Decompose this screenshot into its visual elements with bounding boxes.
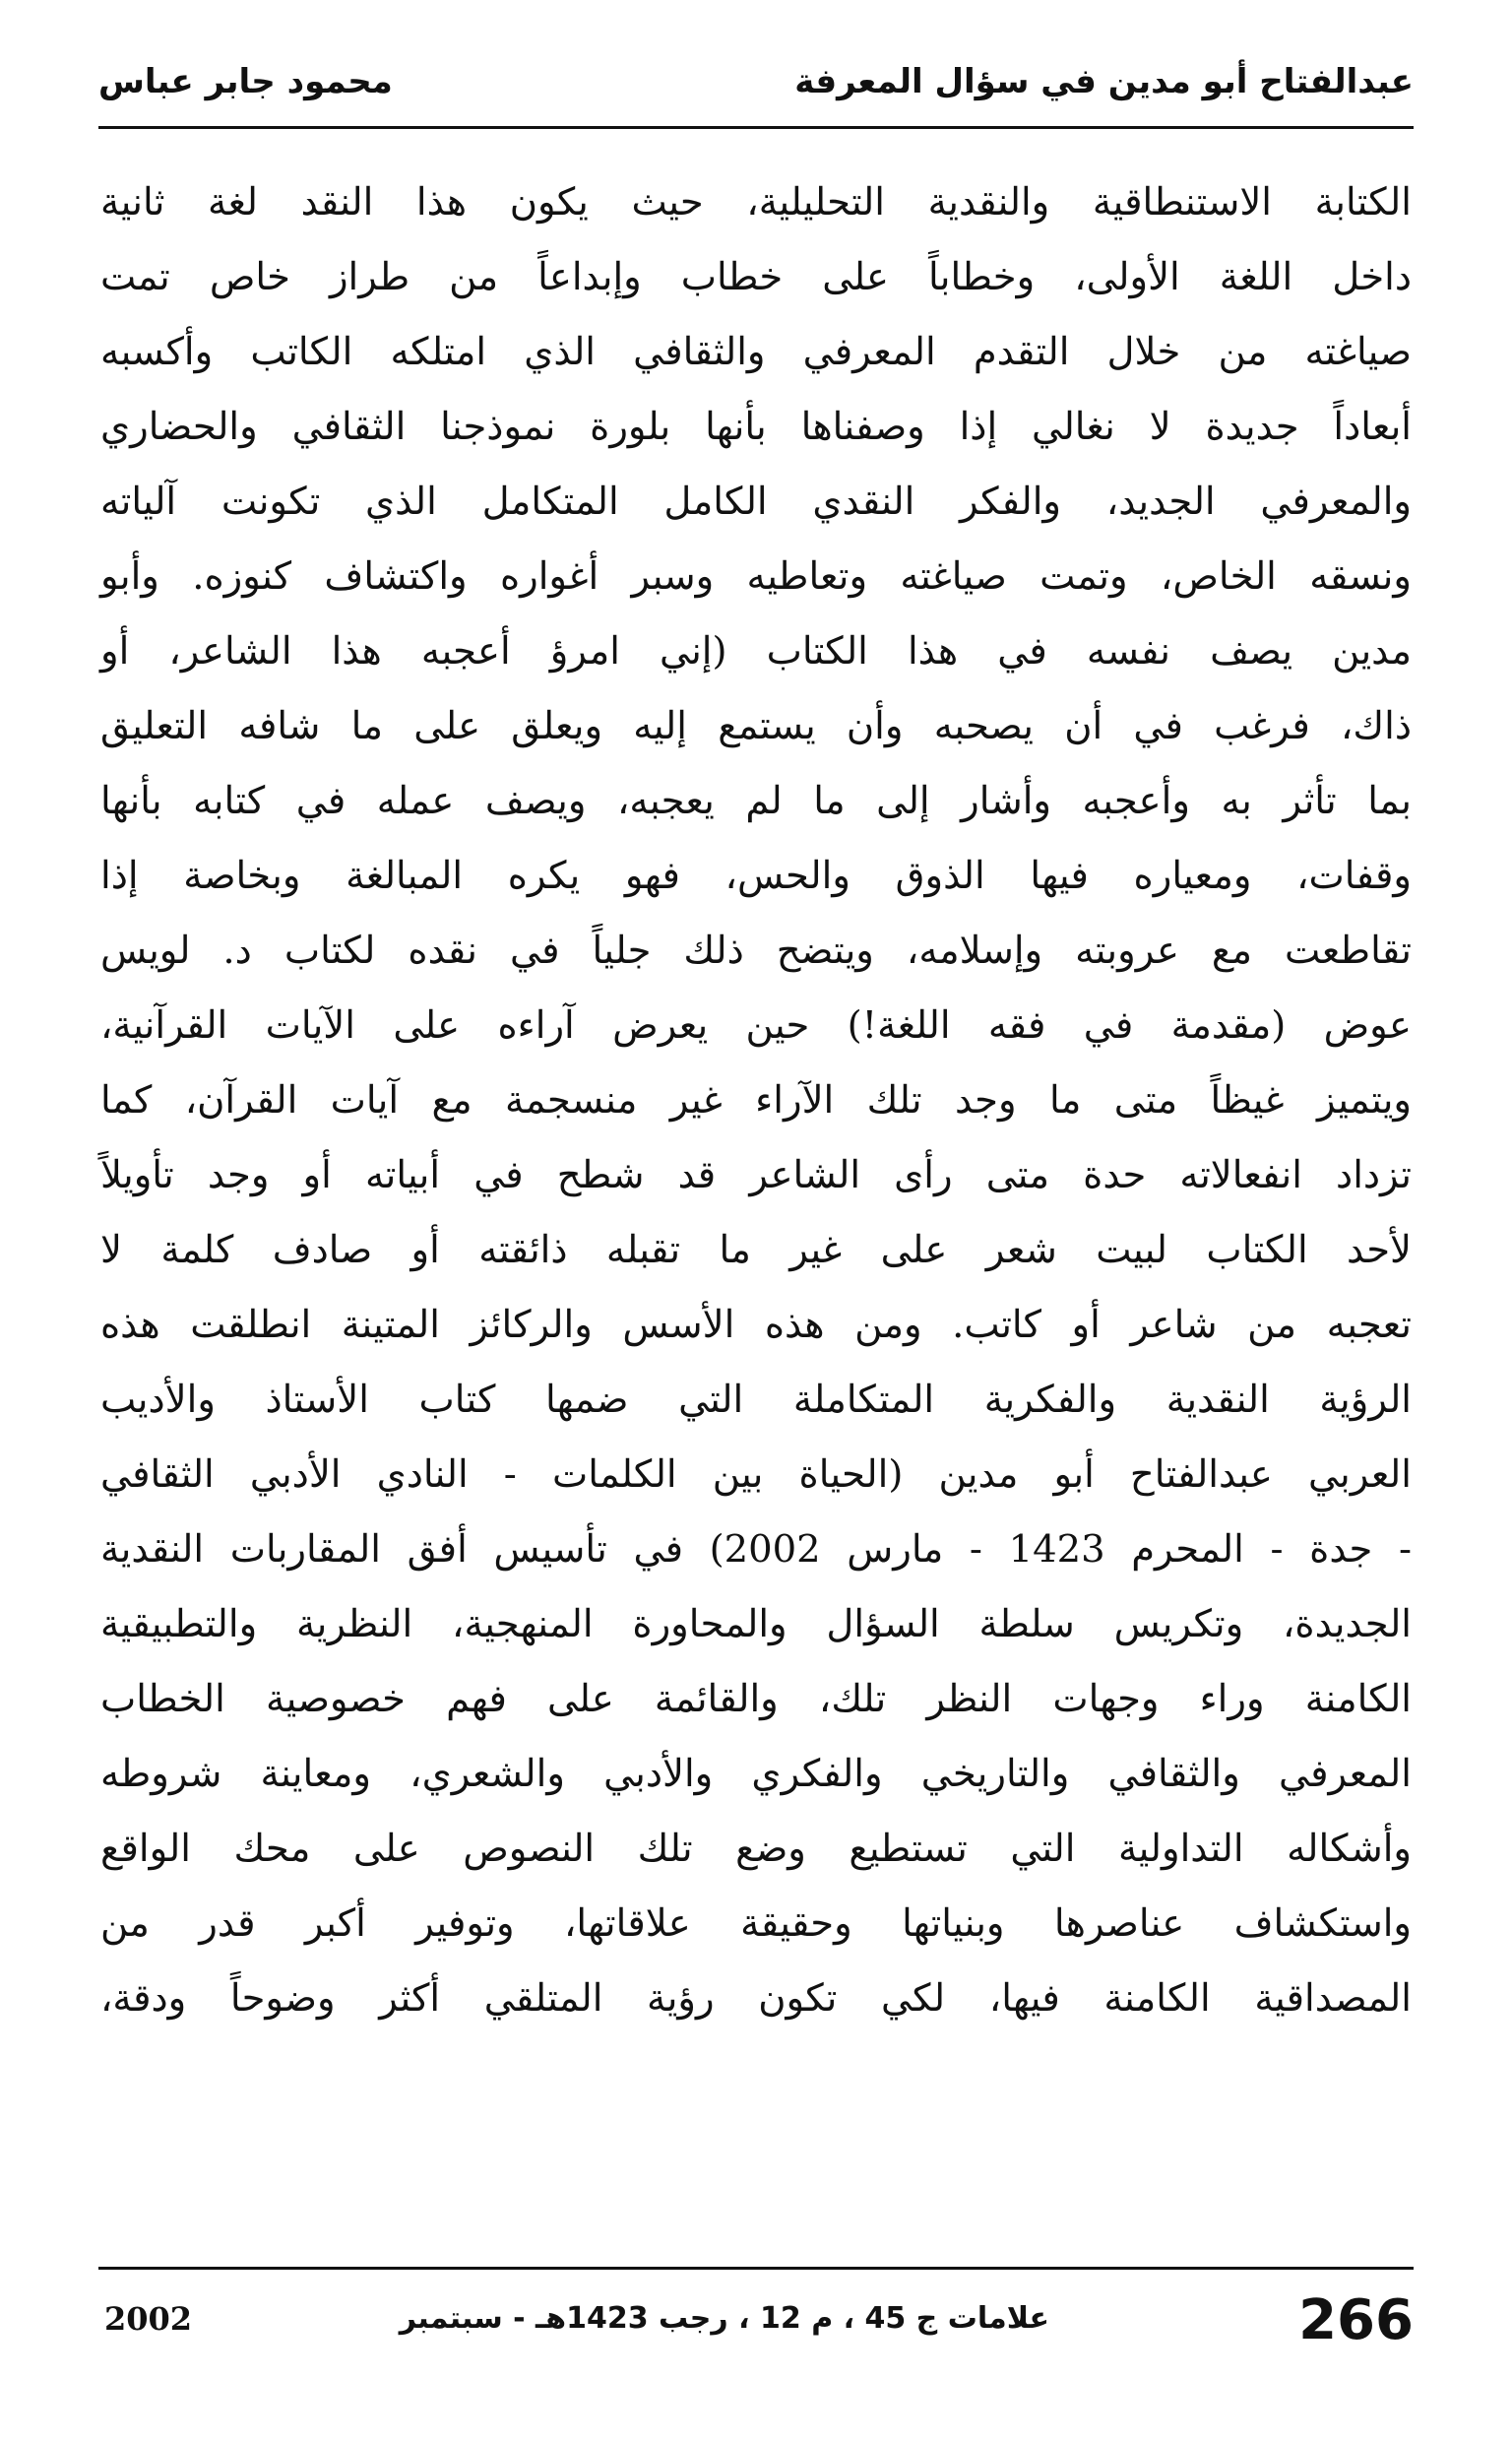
text-line: صياغته من خلال التقدم المعرفي والثقافي الذي امتلكه الكاتب وأكسبه — [100, 330, 1412, 374]
author-name: محمود جابر عباس — [98, 62, 393, 101]
text-line: لأحد الكتاب لبيت شعر على غير ما تقبله ذائقته أو صادف كلمة لا — [100, 1228, 1412, 1272]
text-line: الرؤية النقدية والفكرية المتكاملة التي ضمها كتاب الأستاذ والأديب — [100, 1378, 1412, 1422]
text-line: تعجبه من شاعر أو كاتب. ومن هذه الأسس والركائز المتينة انطلقت هذه — [100, 1303, 1412, 1347]
text-line: وقفات، ومعياره فيها الذوق والحس، فهو يكره المبالغة وبخاصة إذا — [100, 854, 1412, 898]
text-line: الجديدة، وتكريس سلطة السؤال والمحاورة المنهجية، النظرية والتطبيقية — [100, 1602, 1412, 1646]
body-text — [100, 165, 1412, 2036]
text-line: مدين يصف نفسه في هذا الكتاب (إني امرؤ أعجبه هذا الشاعر، أو — [100, 629, 1412, 674]
text-line: أبعاداً جديدة لا نغالي إذا وصفناها بأنها بلورة نموذجنا الثقافي والحضاري — [100, 405, 1412, 449]
text-line: المصداقية الكامنة فيها، لكي تكون رؤية المتلقي أكثر وضوحاً ودقة، — [100, 1976, 1412, 2021]
text-line: الكامنة وراء وجهات النظر تلك، والقائمة على فهم خصوصية الخطاب — [100, 1677, 1412, 1721]
text-line: داخل اللغة الأولى، وخطاباً على خطاب وإبداعاً من طراز خاص تمت — [100, 255, 1413, 299]
running-header — [98, 47, 1414, 116]
text-line: ونسقه الخاص، وتمت صياغته وتعاطيه وسبر أغواره واكتشاف كنوزه. وأبو — [100, 554, 1412, 599]
text-line: وأشكاله التداولية التي تستطيع وضع تلك النصوص على محك الواقع — [100, 1827, 1412, 1871]
text-line: تقاطعت مع عروبته وإسلامه، ويتضح ذلك جلياً في نقده لكتاب د. لويس — [100, 929, 1412, 973]
journal-issue-info: علامات ج 45 ، م 12 ، رجب 1423هـ - سبتمبر — [399, 2301, 1049, 2336]
text-line: تزداد انفعالاته حدة متى رأى الشاعر قد شطح في أبياته أو وجد تأويلاً — [100, 1153, 1412, 1197]
text-line: عوض (مقدمة في فقه اللغة!) حين يعرض آراءه على الآيات القرآنية، — [100, 1003, 1412, 1048]
text-line: واستكشاف عناصرها وبنياتها وحقيقة علاقاتها، وتوفير أكبر قدر من — [100, 1901, 1412, 1946]
publication-year: 2002 — [104, 2300, 193, 2338]
text-line: العربي عبدالفتاح أبو مدين (الحياة بين الكلمات - النادي الأدبي الثقافي — [100, 1452, 1412, 1497]
text-line: بما تأثر به وأعجبه وأشار إلى ما لم يعجبه، ويصف عمله في كتابه بأنها — [100, 779, 1412, 823]
text-line: والمعرفي الجديد، والفكر النقدي الكامل المتكامل الذي تكونت آلياته — [100, 480, 1412, 524]
text-line: ويتميز غيظاً متى ما وجد تلك الآراء غير منسجمة مع آيات القرآن، كما — [100, 1078, 1412, 1123]
text-line: ذاك، فرغب في أن يصحبه وأن يستمع إليه ويعلق على ما شافه التعليق — [100, 704, 1412, 748]
article-title: عبدالفتاح أبو مدين في سؤال المعرفة — [794, 62, 1414, 101]
running-footer — [98, 2286, 1414, 2365]
header-rule — [98, 126, 1414, 129]
text-line: الكتابة الاستنطاقية والنقدية التحليلية، حيث يكون هذا النقد لغة ثانية — [100, 180, 1412, 225]
page-number: 266 — [1298, 2288, 1414, 2352]
text-line: المعرفي والثقافي والتاريخي والفكري والأدبي والشعري، ومعاينة شروطه — [100, 1752, 1412, 1796]
text-line: - جدة - المحرم 1423 - مارس 2002) في تأسيس أفق المقاربات النقدية — [100, 1527, 1412, 1572]
footer-rule — [98, 2267, 1414, 2270]
